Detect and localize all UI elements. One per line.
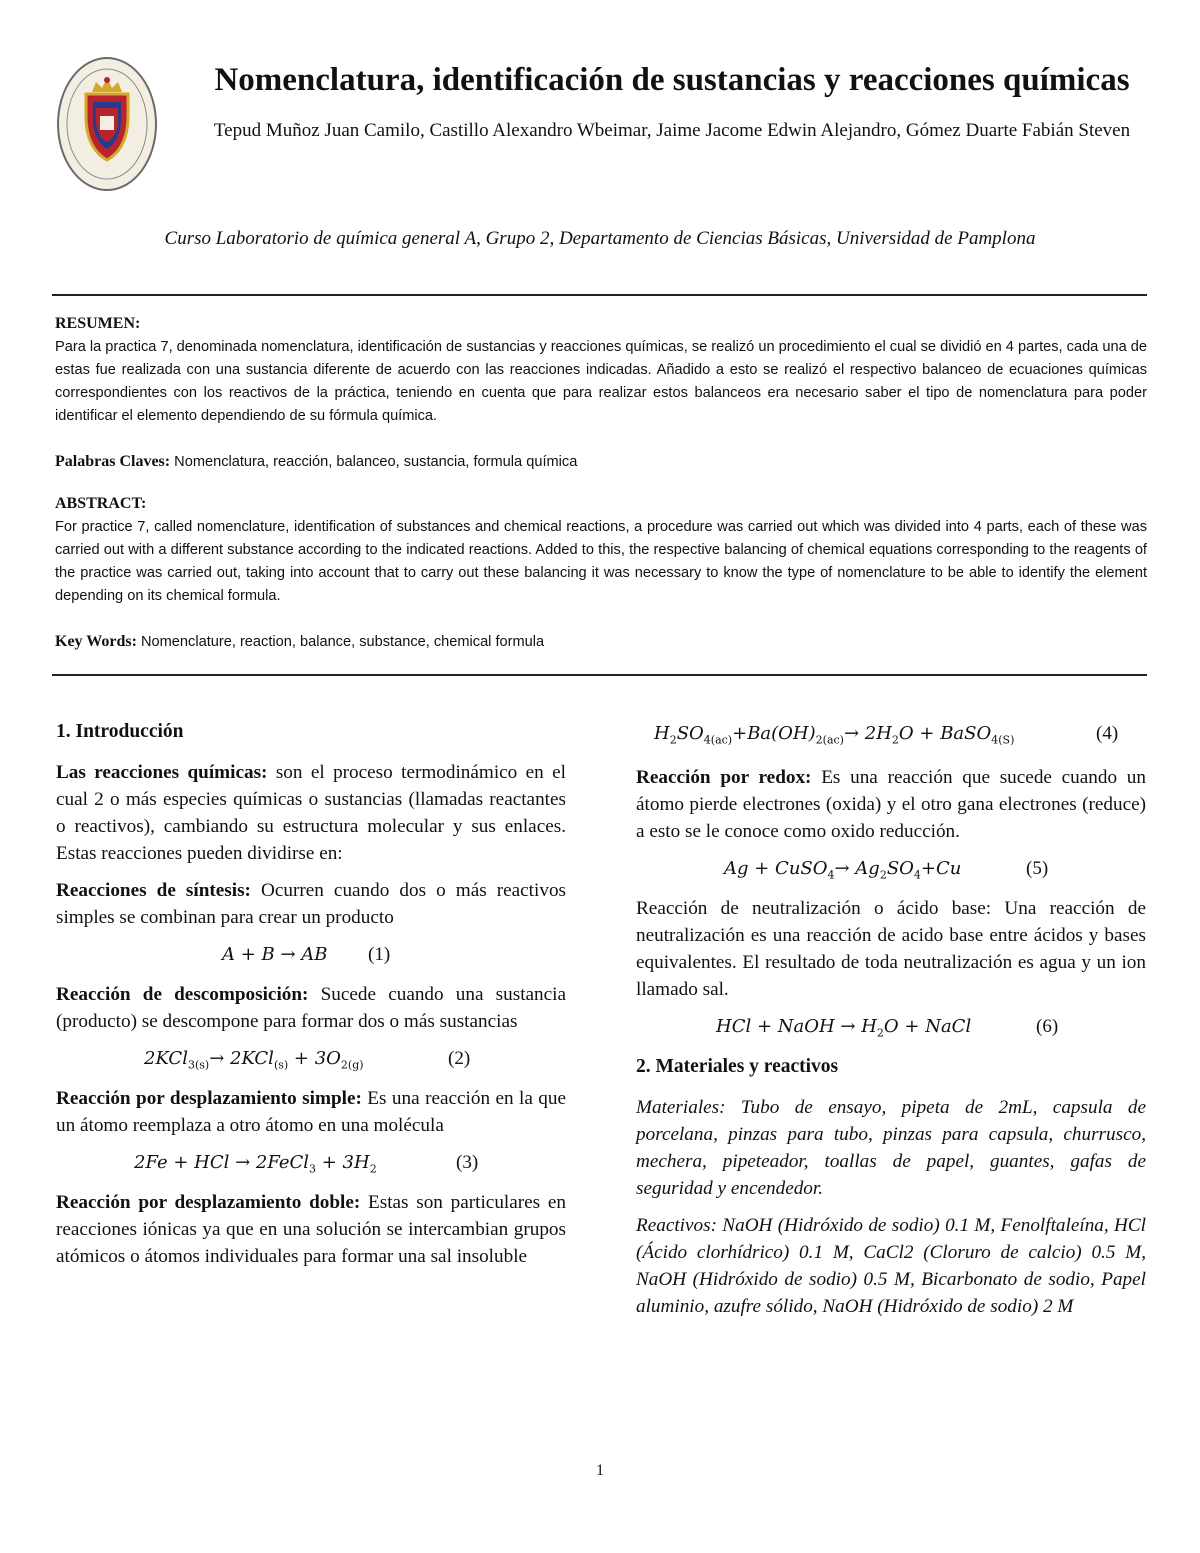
desplazamiento-simple-paragraph: Reacción por desplazamiento simple: Es una reacción en la que un átomo reemplaza a otro átomo en una molécula xyxy=(56,1088,566,1136)
equation-3: 2Fe + HCl → 2FeCl$_3$ + $3H_2$ (3) xyxy=(134,1152,479,1176)
key-words-label: Key Words: xyxy=(55,633,137,650)
equation-1: A + B → AB (1) xyxy=(222,944,391,965)
equation-2: $2KCl_{3(s)}\to 2KCl_{(s)} + 3O_{2(g)}$ (2) xyxy=(144,1048,471,1072)
affiliation: Curso Laboratorio de química general A, Grupo 2, Departamento de Ciencias Básicas, Universidad de Pamplona xyxy=(164,228,1036,249)
intro-heading: 1. Introducción xyxy=(56,721,184,742)
palabras-claves-label: Palabras Claves: xyxy=(55,453,171,470)
page-number: 1 xyxy=(596,1462,604,1479)
resumen-text: Para la practica 7, denominada nomenclatura, identificación de sustancias y reacciones químicas, se realizó un procedimiento el cual se dividió en 4 partes, cada una de estas fue realizada con una sustancia diferente de acuerdo con las reacciones indicadas. Añadido a esto se realizó el respectivo balanceo de ecuaciones químicas correspondientes con los reactivos de la práctica, teniendo en cuenta que para realizar estos balanceos era necesario saber el tipo de nomenclatura para poder identificar el elemento dependiendo de su fórmula química. xyxy=(55,339,1147,424)
paper-title: Nomenclatura, identificación de sustancias y reacciones químicas xyxy=(214,62,1130,98)
equation-5: Ag + CuSO$_4$→ $Ag_2SO_4+Cu$ (5) xyxy=(724,858,1049,882)
university-seal-logo xyxy=(56,56,158,192)
top-rule xyxy=(52,294,1147,296)
key-words-text: Nomenclature, reaction, balance, substance, chemical formula xyxy=(136,634,545,650)
materiales-heading: 2. Materiales y reactivos xyxy=(636,1056,839,1077)
palabras-claves-text: Nomenclatura, reacción, balanceo, sustancia, formula química xyxy=(170,454,578,470)
bottom-rule xyxy=(52,674,1147,676)
resumen-label: RESUMEN: xyxy=(55,315,141,332)
intro-paragraph-1: Las reacciones químicas: son el proceso termodinámico en el cual 2 o más especies químicas o sustancias (llamadas reactantes o reactivos), cambiando su estructura molecular y sus enlaces. Estas reacciones pueden dividirse en: xyxy=(56,762,566,864)
desplazamiento-doble-paragraph: Reacción por desplazamiento doble: Estas son particulares en reacciones iónicas ya que en una solución se intercambian grupos atómicos o átomos individuales para formar una sal insoluble xyxy=(56,1192,566,1267)
redox-paragraph: Reacción por redox: Es una reacción que sucede cuando un átomo pierde electrones (oxida) y el otro gana electrones (reduce) a esto se le conoce como oxido reducción. xyxy=(636,767,1146,842)
materiales-text: Materiales: Tubo de ensayo, pipeta de 2mL, capsula de porcelana, pinzas para tubo, pinzas para capsula, churrusco, mechera, pipeteador, toallas de papel, guantes, gafas de seguridad y encendedor. xyxy=(636,1097,1146,1199)
descomposicion-paragraph: Reacción de descomposición: Sucede cuando una sustancia (producto) se descompone para formar dos o más sustancias xyxy=(56,984,566,1032)
abstract-section xyxy=(55,492,1147,654)
equation-4: $H_2SO_{4(ac)}+Ba(OH)_{2(ac)}\to 2H_2O$ + BaSO$_{4(S)}$ (4) xyxy=(654,723,1119,747)
neutralizacion-paragraph: Reacción de neutralización o ácido base: Una reacción de neutralización es una reacción de acido base entre ácidos y bases equivalentes. El resultado de toda neutralización es agua y un ion llamado sal. xyxy=(636,898,1146,1000)
reactivos-text: Reactivos: NaOH (Hidróxido de sodio) 0.1 M, Fenolftaleína, HCl (Ácido clorhídrico) 0.1 M, CaCl2 (Cloruro de calcio) 0.5 M, NaOH (Hidróxido de sodio) 0.5 M, Bicarbonato de sodio, Papel aluminio, azufre sólido, NaOH (Hidróxido de sodio) 2 M xyxy=(636,1215,1146,1317)
abstract-label: ABSTRACT: xyxy=(55,495,147,512)
right-column xyxy=(636,718,1146,1330)
abstract-text: For practice 7, called nomenclature, identification of substances and chemical reactions, a procedure was carried out which was divided into 4 parts, each of these was carried out with a different substance according to the indicated reactions. Added to this, the respective balancing of chemical equations corresponding to the reagents of the practice was carried out, taking into account that to carry out these balancing it was necessary to know the type of nomenclature to be able to identify the element depending on its chemical formula. xyxy=(55,519,1147,604)
sintesis-paragraph: Reacciones de síntesis: Ocurren cuando dos o más reactivos simples se combinan para crear un producto xyxy=(56,880,566,928)
left-column xyxy=(56,718,566,1280)
authors: Tepud Muñoz Juan Camilo, Castillo Alexandro Wbeimar, Jaime Jacome Edwin Alejandro, Gómez Duarte Fabián Steven xyxy=(213,120,1131,141)
resumen-section xyxy=(55,312,1147,474)
equation-6: HCl + NaOH → $H_2O$ + NaCl (6) xyxy=(716,1016,1059,1040)
